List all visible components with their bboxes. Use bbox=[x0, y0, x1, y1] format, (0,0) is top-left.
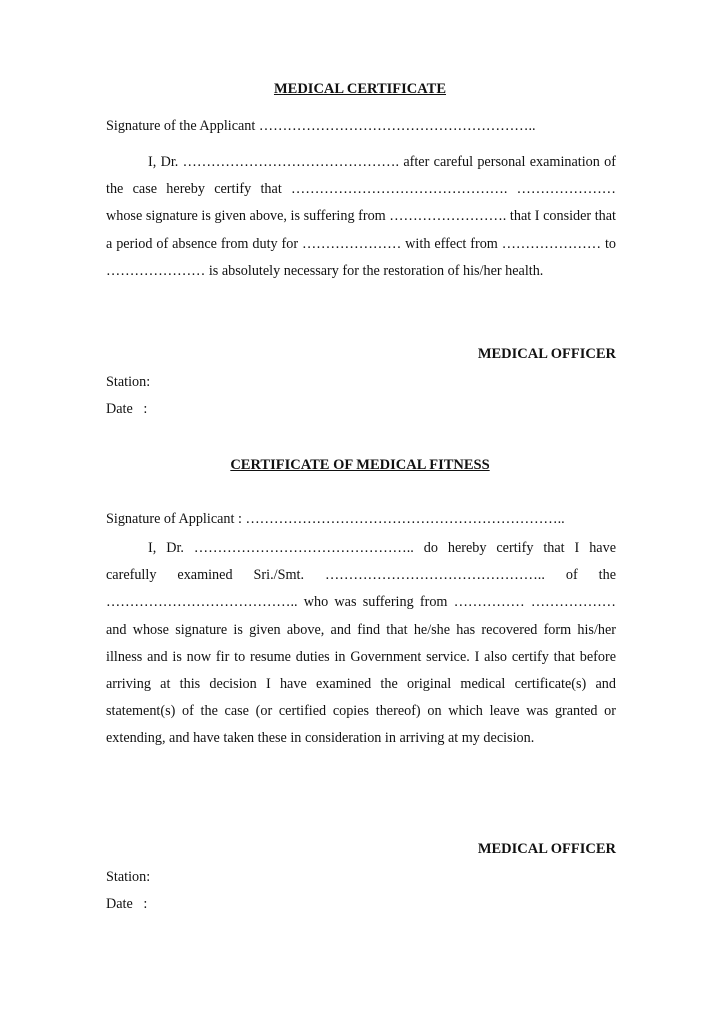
fitness-applicant-signature-line: Signature of Applicant : ………………………………………………………….. bbox=[106, 511, 565, 527]
medical-officer-label: MEDICAL OFFICER bbox=[477, 346, 616, 362]
medical-certificate-body: I, Dr. ………………………………………. after careful personal examination of the case hereby certify that ………………………………………. ………………… whose signature is given above, is suffering from ……………………. that I consider that a period of absence from duty for ………………… with effect from ………………… to ………………… is absolutely necessary for the restoration of his/her health. bbox=[106, 154, 616, 279]
medical-certificate-title: MEDICAL CERTIFICATE bbox=[273, 81, 447, 97]
fitness-medical-officer-label: MEDICAL OFFICER bbox=[477, 841, 616, 857]
fitness-certificate-body: I, Dr. ……………………………………….. do hereby certify that I have carefully examined Sri./Smt. ……………………………………….. of the ………………………………….. who was suffering from …………… ……………… and whose signature is given above, and find that he/she has recovered form his/her illness and is now fir to resume duties in Government service. I also certify that before arriving at this decision I have examined the original medical certificate(s) and statement(s) of the case (or certified copies thereof) on which leave was granted or extending, and have taken these in consideration in arriving at my decision. bbox=[106, 540, 616, 747]
applicant-signature-line: Signature of the Applicant ………………………………………………….. bbox=[106, 118, 536, 134]
station-label: Station: bbox=[106, 374, 151, 390]
fitness-certificate-title: CERTIFICATE OF MEDICAL FITNESS bbox=[230, 457, 490, 473]
date-label: Date : bbox=[106, 401, 148, 417]
fitness-date-label: Date : bbox=[106, 896, 148, 912]
fitness-station-label: Station: bbox=[106, 869, 151, 885]
